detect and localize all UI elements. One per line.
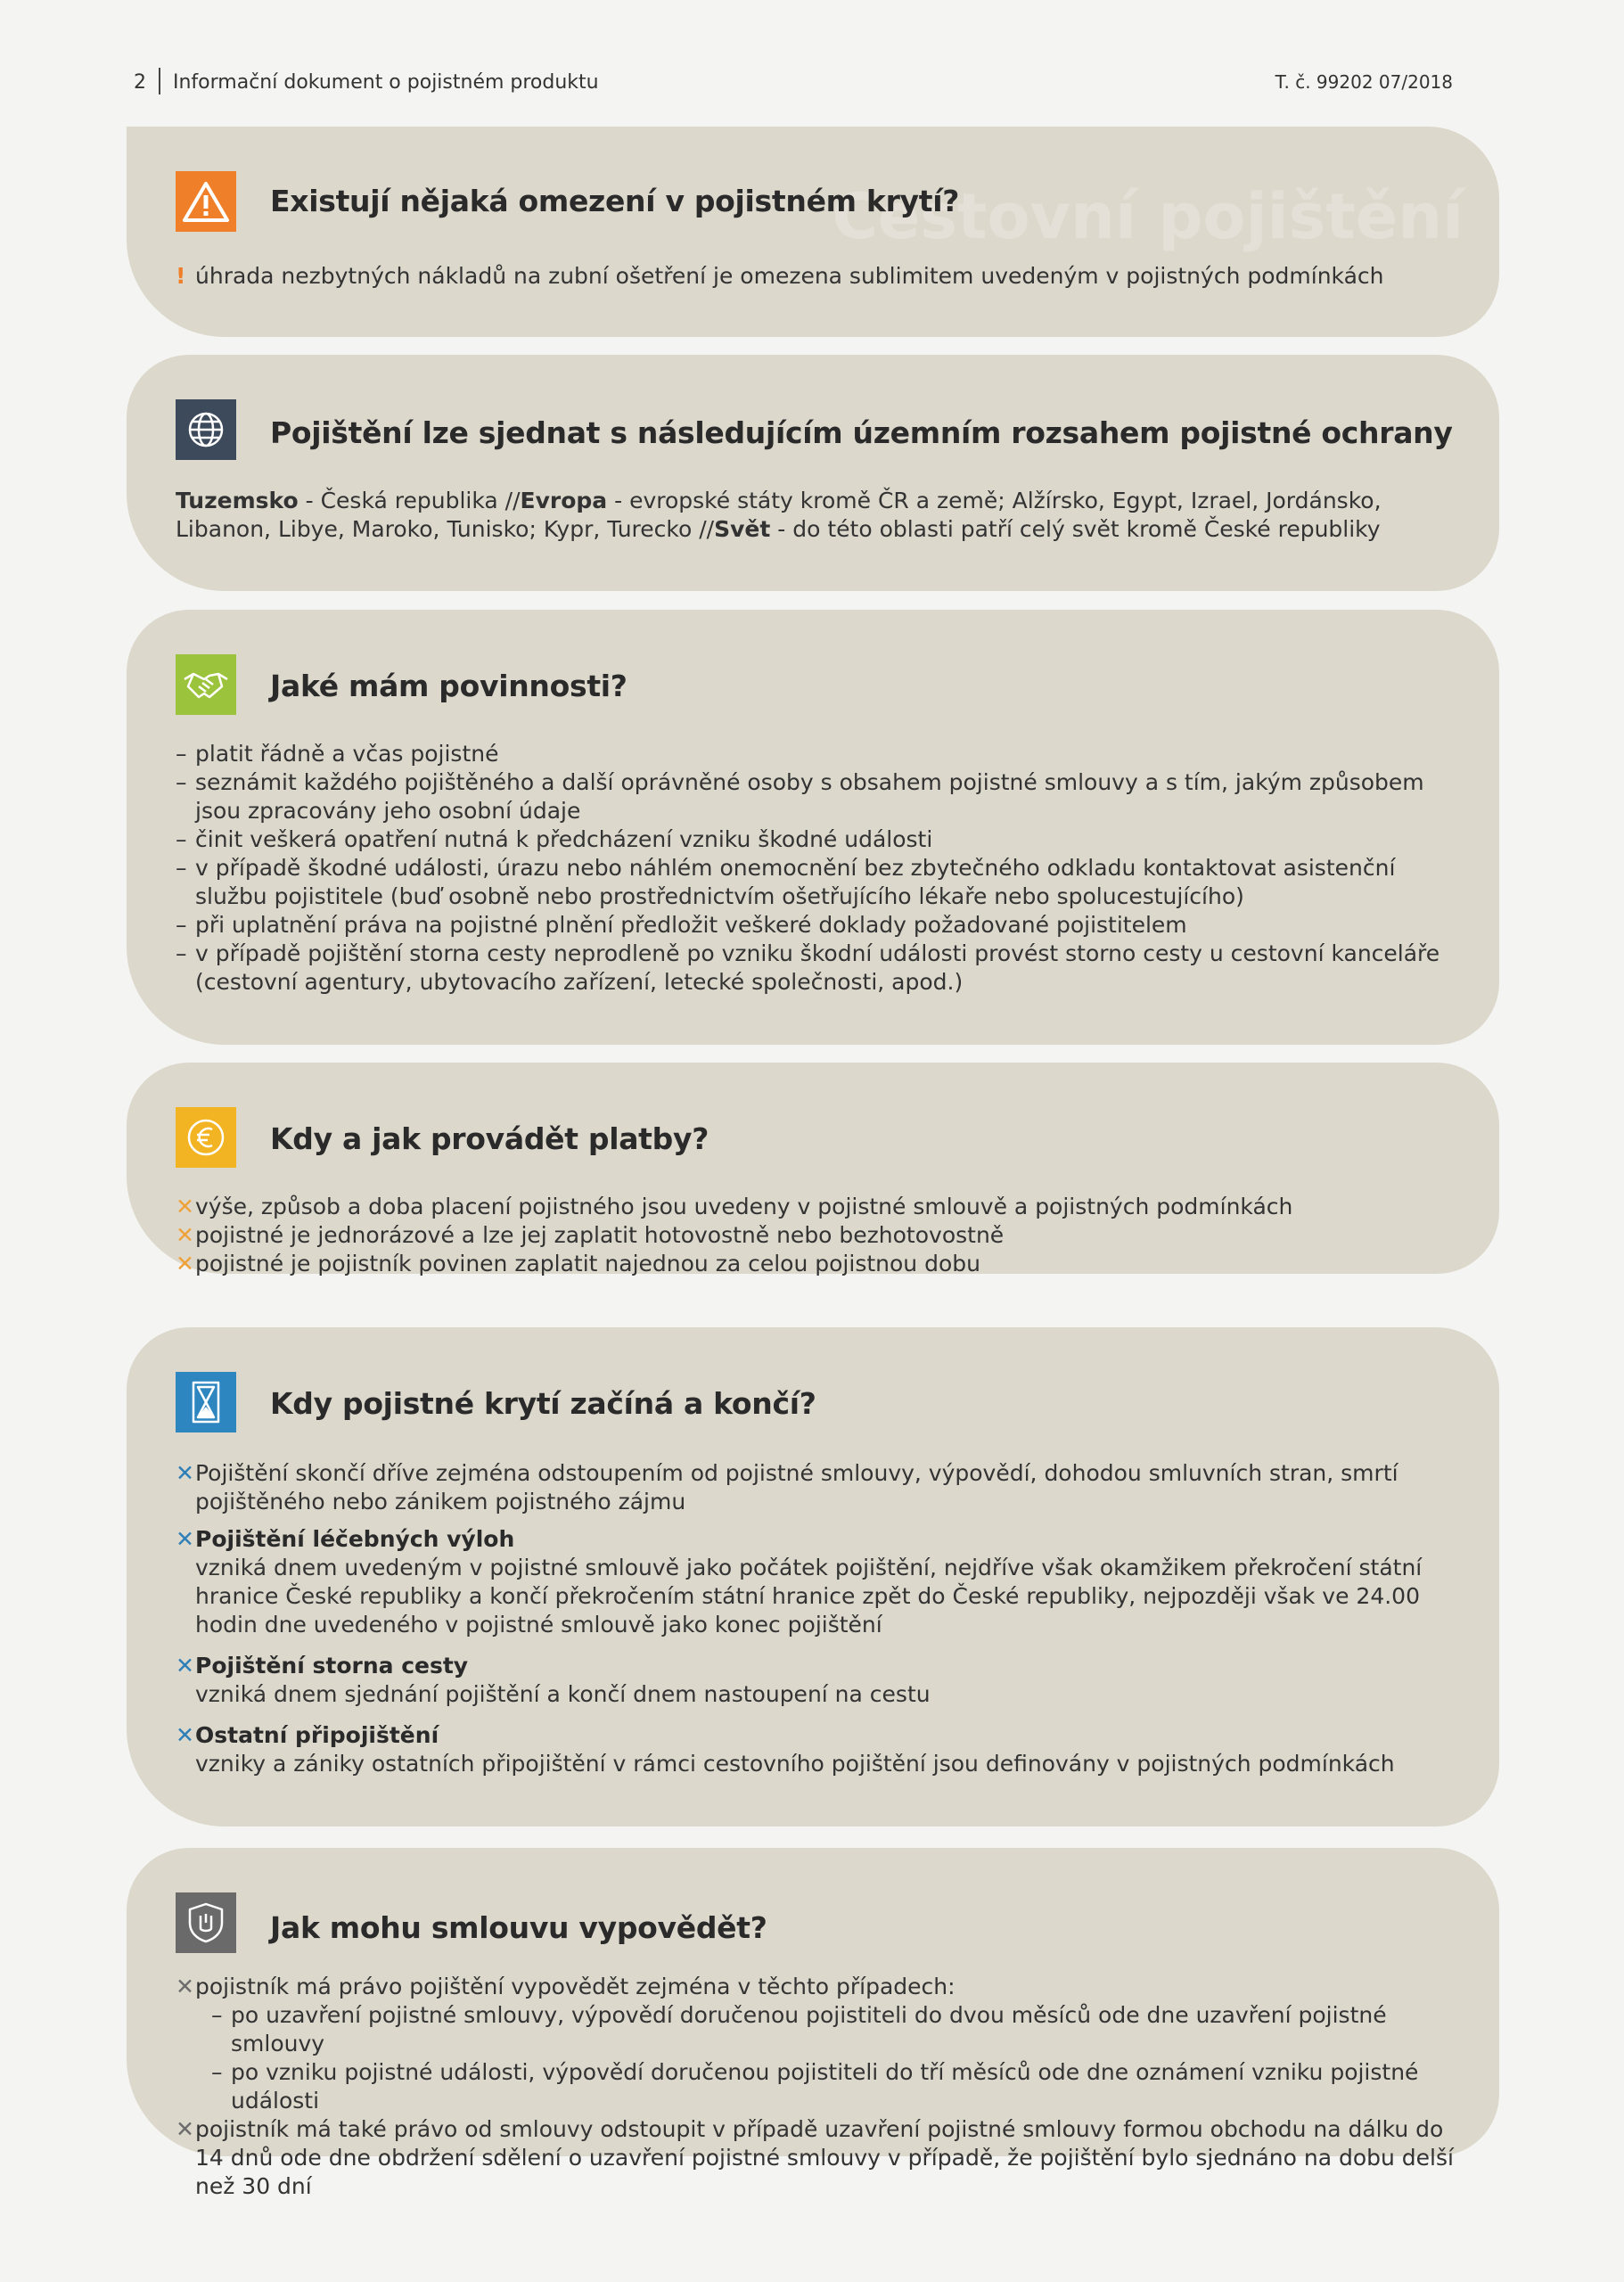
section-limits xyxy=(127,127,1499,337)
section-payments-body xyxy=(176,1193,1459,1278)
cross-icon: ✕ xyxy=(176,1526,194,1552)
globe-icon xyxy=(176,399,236,460)
svet-text: - do této oblasti patří celý svět kromě České republiky xyxy=(770,516,1381,542)
cross-icon: ✕ xyxy=(176,1460,194,1486)
euro-icon xyxy=(176,1107,236,1168)
coverage-subheading: Ostatní připojištění xyxy=(195,1722,439,1748)
section-payments xyxy=(127,1063,1499,1274)
section-duties-body xyxy=(176,740,1459,997)
cross-icon: ✕ xyxy=(176,1222,194,1248)
ghost-background: Cestovní pojištění xyxy=(832,180,1464,253)
section-termination xyxy=(127,1848,1499,2199)
list-item: – v případě pojištění storna cesty neprodleně po vzniku škodní události provést storno cesty u cestovní kanceláře (cestovní agentury, ubytovacího zařízení, letecké společnosti, apod.) xyxy=(176,940,1459,997)
section-termination-title: Jak mohu smlouvu vypovědět? xyxy=(270,1910,767,1945)
section-territory xyxy=(127,355,1499,591)
hourglass-icon xyxy=(176,1372,236,1432)
handshake-icon xyxy=(176,654,236,715)
list-item xyxy=(176,1652,1459,1709)
section-duties-title: Jaké mám povinnosti? xyxy=(270,669,627,703)
list-item xyxy=(176,1221,1459,1250)
section-coverage-body xyxy=(176,1459,1459,1778)
list-item: – po vzniku pojistné události, výpovědí doručenou pojistiteli do tří měsíců ode dne oznámení vzniku pojistné události xyxy=(211,2058,1459,2115)
list-item: – po uzavření pojistné smlouvy, výpovědí doručenou pojistiteli do dvou měsíců ode dne uzavření pojistné smlouvy xyxy=(211,2001,1459,2058)
coverage-text: vzniky a zániky ostatních připojištění v rámci cestovního pojištění jsou definovány v pojistných podmínkách xyxy=(195,1751,1395,1777)
coverage-intro: Pojištění skončí dříve zejména odstoupením od pojistné smlouvy, výpovědí, dohodou smluvních stran, smrtí pojištěného nebo zánikem pojistného zájmu xyxy=(195,1460,1398,1514)
section-duties xyxy=(127,610,1499,1045)
cross-icon: ✕ xyxy=(176,1194,194,1219)
cross-icon: ✕ xyxy=(176,1974,194,1999)
list-item: – činit veškerá opatření nutná k předcházení vzniku škodné události xyxy=(176,825,1459,854)
section-termination-body xyxy=(176,1973,1459,2201)
cross-icon: ✕ xyxy=(176,2116,194,2142)
page-header xyxy=(134,62,1453,98)
tuzemsko-text: - Česká republika // xyxy=(298,488,521,513)
payment-text: výše, způsob a doba placení pojistného jsou uvedeny v pojistné smlouvě a pojistných podmínkách xyxy=(195,1194,1293,1219)
list-item xyxy=(176,1525,1459,1639)
termination-text: pojistník má právo pojištění vypovědět zejména v těchto případech: xyxy=(195,1974,956,1999)
section-coverage-title: Kdy pojistné krytí začíná a končí? xyxy=(270,1386,816,1421)
list-item xyxy=(176,2115,1459,2201)
list-item xyxy=(176,1459,1459,1516)
section-coverage xyxy=(127,1327,1499,1826)
header-divider xyxy=(159,68,160,94)
exclamation-icon: ! xyxy=(176,263,186,289)
shield-icon xyxy=(176,1892,236,1953)
termination-sublist xyxy=(211,2001,1459,2115)
cross-icon: ✕ xyxy=(176,1653,194,1679)
duties-list xyxy=(176,740,1459,997)
section-limits-body xyxy=(176,262,1459,291)
list-item xyxy=(176,1250,1459,1278)
territory-text xyxy=(176,487,1459,544)
list-item: – v případě škodné události, úrazu nebo náhlém onemocnění bez zbytečného odkladu kontaktovat asistenční službu pojistitele (buď osobně nebo prostřednictvím ošetřujícího lékaře nebo spolucestujícího) xyxy=(176,854,1459,911)
list-item xyxy=(176,1973,1459,2001)
section-payments-title: Kdy a jak provádět platby? xyxy=(270,1121,709,1156)
list-item: – platit řádně a včas pojistné xyxy=(176,740,1459,768)
payment-text: pojistné je pojistník povinen zaplatit najednou za celou pojistnou dobu xyxy=(195,1251,980,1276)
section-limits-title: Existují nějaká omezení v pojistném krytí? xyxy=(270,184,960,218)
termination-text: pojistník má také právo od smlouvy odstoupit v případě uzavření pojistné smlouvy formou obchodu na dálku do 14 dnů ode dne obdržení sdělení o uzavření pojistné smlouvy v případě, že pojištění bylo sjednáno na dobu delší než 30 dní xyxy=(195,2116,1454,2199)
limit-text: úhrada nezbytných nákladů na zubní ošetření je omezena sublimitem uvedeným v pojistných podmínkách xyxy=(195,263,1384,289)
list-item xyxy=(176,262,1459,291)
svet-label: Svět xyxy=(714,516,771,542)
list-item xyxy=(176,1193,1459,1221)
list-item: – seznámit každého pojištěného a další oprávněné osoby s obsahem pojistné smlouvy a s tím, jakým způsobem jsou zpracovány jeho osobní údaje xyxy=(176,768,1459,825)
coverage-text: vzniká dnem sjednání pojištění a končí dnem nastoupení na cestu xyxy=(195,1681,931,1707)
document-title: Informační dokument o pojistném produktu xyxy=(173,71,599,94)
section-territory-title: Pojištění lze sjednat s následujícím územním rozsahem pojistné ochrany xyxy=(270,415,1453,450)
warning-icon xyxy=(176,171,236,232)
coverage-subheading: Pojištění storna cesty xyxy=(195,1653,469,1679)
tuzemsko-label: Tuzemsko xyxy=(176,488,299,513)
list-item: – při uplatnění práva na pojistné plnění předložit veškeré doklady požadované pojistitelem xyxy=(176,911,1459,940)
page-number: 2 xyxy=(134,71,146,94)
evropa-text: - evropské státy kromě ČR a země; Alžírsko, Egypt, Izrael, Jordánsko, Libanon, Libye, Maroko, Tunisko; Kypr, Turecko // xyxy=(176,488,1382,542)
coverage-text: vzniká dnem uvedeným v pojistné smlouvě jako počátek pojištění, nejdříve však okamžikem překročení státní hranice České republiky a končí překročením státní hranice zpět do České republiky, nejpozději však ve 24.00 hodin dne uvedeného v pojistné smlouvě jako konec pojištění xyxy=(195,1555,1423,1638)
header-left xyxy=(134,70,599,96)
section-territory-body xyxy=(176,487,1459,544)
cross-icon: ✕ xyxy=(176,1251,194,1276)
coverage-subheading: Pojištění léčebných výloh xyxy=(195,1526,515,1552)
cross-icon: ✕ xyxy=(176,1722,194,1748)
payment-text: pojistné je jednorázové a lze jej zaplatit hotovostně nebo bezhotovostně xyxy=(195,1222,1005,1248)
list-item xyxy=(176,1721,1459,1778)
evropa-label: Evropa xyxy=(520,488,608,513)
document-code: T. č. 99202 07/2018 xyxy=(1275,71,1453,93)
